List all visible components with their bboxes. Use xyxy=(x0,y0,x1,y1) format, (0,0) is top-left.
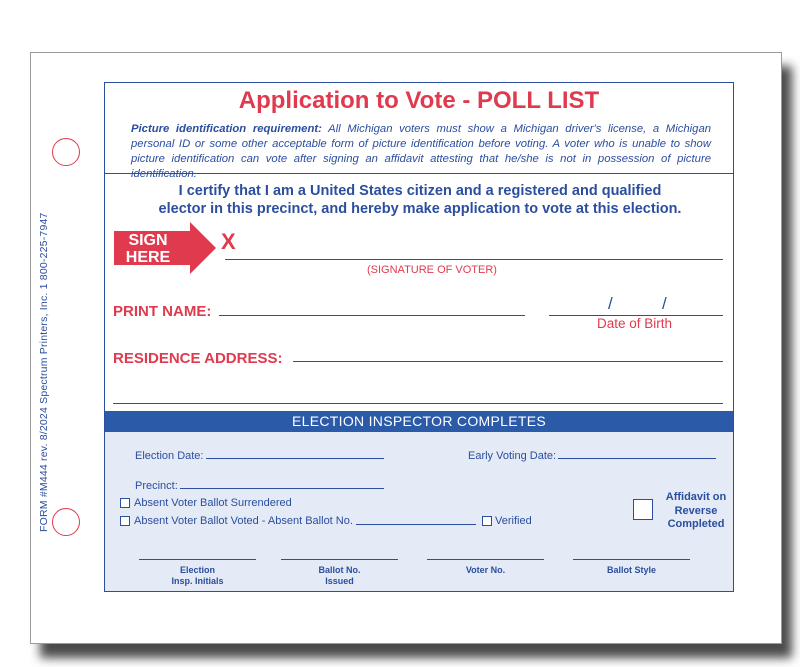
absent-voted-checkbox[interactable] xyxy=(120,516,130,526)
inspector-section-header: ELECTION INSPECTOR COMPLETES xyxy=(105,411,733,432)
early-voting-date-line[interactable] xyxy=(558,458,716,459)
punch-hole-bottom xyxy=(52,508,80,536)
section-divider xyxy=(105,173,733,174)
inspector-initials-line[interactable] xyxy=(139,559,256,560)
certification-line-2: elector in this precinct, and hereby make application to vote at this election. xyxy=(158,201,682,217)
ballot-style-line[interactable] xyxy=(573,559,690,560)
ballot-issued-caption xyxy=(281,565,398,587)
verified-checkbox[interactable] xyxy=(482,516,492,526)
affidavit-label: Affidavit on Reverse Completed xyxy=(665,491,727,530)
residence-address-label: RESIDENCE ADDRESS: xyxy=(113,350,283,367)
inspector-initials-caption-2: Insp. Initials xyxy=(171,576,224,586)
certification-statement xyxy=(125,182,715,218)
precinct-line[interactable] xyxy=(180,488,384,489)
inspector-initials-caption xyxy=(139,565,256,587)
id-requirement-lead: Picture identification requirement: xyxy=(131,123,322,135)
precinct-label: Precinct: xyxy=(135,480,178,492)
residence-address-line-2[interactable] xyxy=(113,403,723,404)
dob-slash-1: / xyxy=(608,294,613,313)
election-date-line[interactable] xyxy=(206,458,384,459)
residence-address-line-1[interactable] xyxy=(293,361,723,362)
ballot-issued-caption-2: Issued xyxy=(325,576,354,586)
absent-surrendered-label: Absent Voter Ballot Surrendered xyxy=(134,497,292,509)
ballot-issued-line[interactable] xyxy=(281,559,398,560)
sign-here-arrow-icon xyxy=(114,222,216,274)
id-requirement-body: All Michigan voters must show a Michigan driver's license, a Michigan personal ID or some other acceptable form of picture identification before voting. A voter who is unable to show picture identification can vote after signing an affidavit attesting that he/she is not in possession of picture identification. xyxy=(131,123,712,180)
election-date-label: Election Date: xyxy=(135,450,204,462)
verified-label: Verified xyxy=(495,515,532,527)
print-name-label: PRINT NAME: xyxy=(113,303,212,320)
ballot-issued-caption-1: Ballot No. xyxy=(318,565,361,575)
absent-voted-label: Absent Voter Ballot Voted - Absent Ballot No. xyxy=(134,515,353,527)
sign-here-line-2: HERE xyxy=(125,249,171,266)
certification-line-1: I certify that I am a United States citizen and a registered and qualified xyxy=(178,183,662,199)
early-voting-date-label: Early Voting Date: xyxy=(468,450,557,462)
signature-line[interactable] xyxy=(225,259,723,260)
ballot-style-caption: Ballot Style xyxy=(606,565,656,575)
absent-ballot-number-line[interactable] xyxy=(356,524,476,525)
print-name-line[interactable] xyxy=(219,315,525,316)
signature-caption: (SIGNATURE OF VOTER) xyxy=(367,264,497,276)
form-title: Application to Vote - POLL LIST xyxy=(238,87,600,114)
punch-hole-top xyxy=(52,138,80,166)
affidavit-checkbox[interactable] xyxy=(633,499,653,520)
signature-x-mark: X xyxy=(221,229,236,254)
inspector-initials-caption-1: Election xyxy=(179,565,215,575)
voter-number-caption: Voter No. xyxy=(465,565,506,575)
date-of-birth-caption: Date of Birth xyxy=(597,316,673,331)
dob-slash-2: / xyxy=(662,294,667,313)
sign-here-line-1: SIGN xyxy=(128,232,168,249)
form-number-side-text: FORM #M444 rev. 8/2024 Spectrum Printers, Inc. 1 800-225-7947 xyxy=(38,212,50,532)
absent-surrendered-checkbox[interactable] xyxy=(120,498,130,508)
voter-number-line[interactable] xyxy=(427,559,544,560)
